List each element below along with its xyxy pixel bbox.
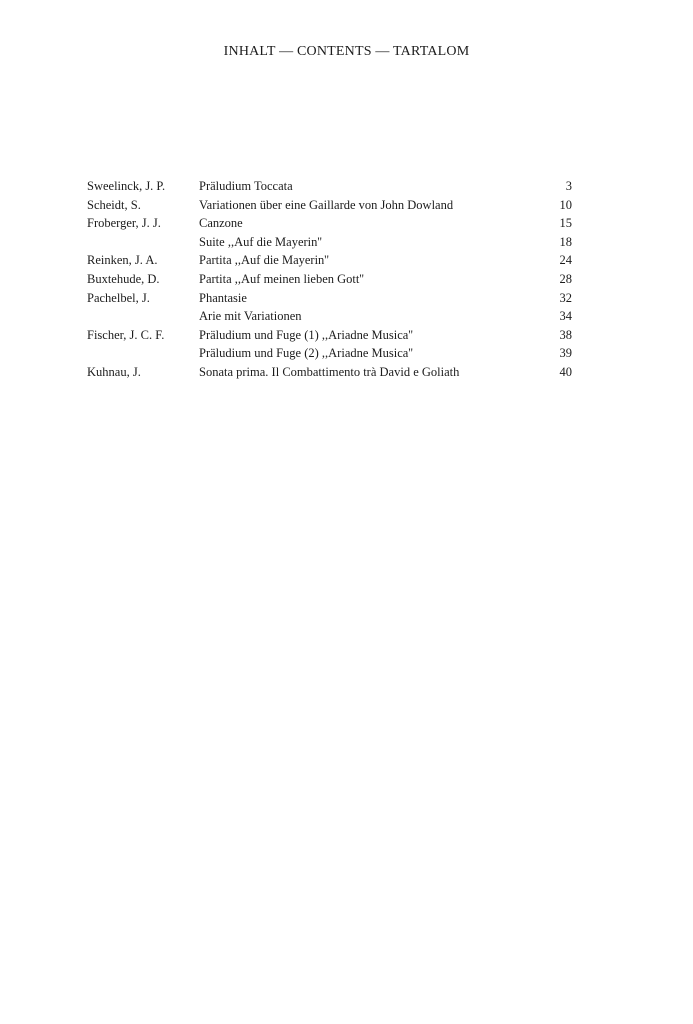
page-number: 32	[559, 290, 572, 305]
composer-name: Kuhnau, J.	[87, 364, 141, 379]
toc-row	[87, 214, 577, 233]
toc-row	[87, 177, 577, 196]
page-heading: INHALT — CONTENTS — TARTALOM	[223, 44, 470, 59]
piece-title: Präludium Toccata	[199, 179, 293, 193]
composer-name: Reinken, J. A.	[87, 253, 158, 268]
composer-name: Fischer, J. C. F.	[87, 327, 165, 342]
piece-title: Partita ,,Auf meinen lieben Gott''	[199, 271, 364, 286]
page-number: 34	[559, 309, 572, 324]
composer-name: Froberger, J. J.	[87, 216, 161, 231]
piece-title: Präludium und Fuge (2) ,,Ariadne Musica''	[199, 346, 413, 361]
composer-name: Pachelbel, J.	[87, 290, 150, 305]
piece-title: Präludium und Fuge (1) ,,Ariadne Musica''	[199, 327, 413, 342]
toc-row	[87, 363, 577, 382]
page-number: 24	[559, 253, 572, 268]
page-number: 28	[559, 271, 572, 286]
toc-row	[87, 270, 577, 289]
page-number: 15	[559, 216, 572, 231]
piece-title: Variationen über eine Gaillarde von John Dowland	[199, 197, 454, 212]
toc-row	[87, 289, 577, 308]
piece-title: Partita ,,Auf die Mayerin''	[199, 253, 329, 268]
toc-row	[87, 307, 577, 326]
toc-row	[87, 344, 577, 363]
piece-title: Canzone	[199, 216, 243, 231]
page-number: 38	[559, 327, 572, 342]
toc-row	[87, 196, 577, 215]
page-number: 39	[559, 346, 572, 361]
piece-title: Phantasie	[199, 290, 247, 305]
page-number: 40	[559, 364, 572, 379]
composer-name: Buxtehude, D.	[87, 271, 160, 286]
toc-row	[87, 326, 577, 345]
piece-title: Arie mit Variationen	[199, 309, 302, 324]
composer-name: Scheidt, S.	[87, 197, 141, 212]
composer-name: Sweelinck, J. P.	[87, 179, 166, 193]
piece-title: Suite ,,Auf die Mayerin''	[199, 234, 322, 249]
toc-row	[87, 251, 577, 270]
page-number: 18	[559, 234, 572, 249]
toc-row	[87, 233, 577, 252]
piece-title: Sonata prima. Il Combattimento trà David e Goliath	[199, 364, 460, 379]
page-number: 10	[559, 197, 572, 212]
table-of-contents	[87, 177, 577, 382]
page-number: 3	[565, 179, 572, 193]
